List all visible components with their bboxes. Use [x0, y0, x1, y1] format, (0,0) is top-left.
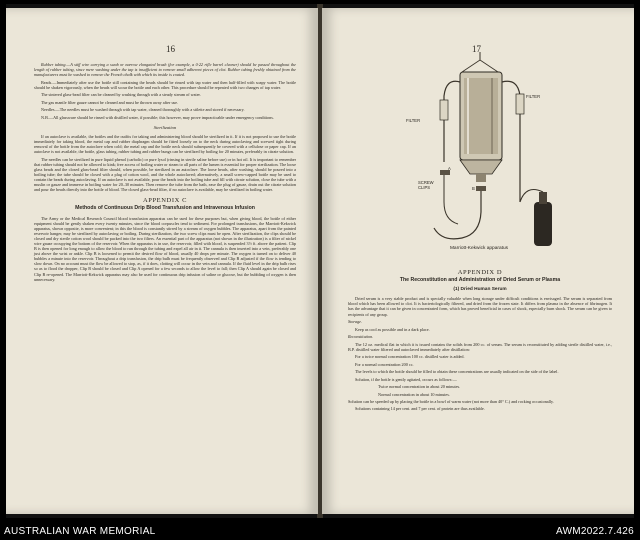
sintered-filter-paragraph: The sintered glass-bead filter can be cleaned by washing through with a steady stream of water. — [41, 92, 201, 98]
left-page — [6, 8, 318, 514]
page-number-right: 17 — [472, 44, 481, 54]
illustration-caption: Marriott-Kekwick apparatus — [449, 246, 509, 251]
appendix-c-paragraph: The Army or the Medical Research Council blood transfusion apparatus can be used for these purposes but, when giving blood, the bottle of either equipment should be gently shaken every twenty minutes, since the blood corpuscles tend to sediment. For prolonged transfusions, the Marriott-Kekwick apparatus, shown opposite, is more convenient; in this the blood is constantly stirred by a stream of oxygen bubbles. The apparatus, apart from the painted reservoir hanger, may be sterilized by autoclaving or boiling. During sterilization, the two screw clips must be open. After sterilization, the clips should be closed and dry sterile cotton wool should be packed into the two filters. An essential part of the apparatus (not shown in the illustration) is a filter of nickel wire gauze occupying the bottom of the reservoir. When the apparatus is in use, the reservoir, filled with blood, is suspended 3½ ft. above the patient. Clip B is then opened for long enough to allow the blood to run through the tubing and expel all air in it. The cannula is then inserted into a vein, preferably one just above the wrist or ankle. Clip B is loosened to permit the desired flow of blood, usually 40 drops per minute. The oxygen is turned on to deliver 40 bubbles a minute into the reservoir. Throughout a drip transfusion, the drip bulb must be frequently observed and Clip B adjusted if the flow is tending to slow down. On no account must the flow be allowed to stop, as, if it does, clotting will occur in the vein and cannula. If the fluid level in the drip bulb rises so as to flood the dropper, Clip B should be closed and Clip A opened for a few seconds to allow the level to fall; then Clip A should again be closed and Clip B re-opened. The Marriott-Kekwick apparatus may also be used for continuous drip infusion of saline or glucose, but the bubbling of oxygen is then unnecessary. — [34, 215, 296, 282]
twice-normal-line: For a twice normal concentration 100 cc. distilled water is added. — [355, 354, 465, 360]
storage-label: Storage. — [348, 319, 363, 325]
needles-paragraph: Needles.—The needles must be washed through with tap water, cleaned thoroughly with a stilette and stored if necessary. — [41, 107, 245, 113]
reconstitution-paragraph: The 12 oz. medical flat in which it is issued contains the solids from 200 cc. of serum. The serum is reconstituted by adding sterile distilled water, i.e., B.P. distilled water filtered and autoclaved immediately after distillation: — [348, 341, 612, 352]
gauze-paragraph: The gas mantle filter gauze cannot be cleaned and must be thrown away after use. — [41, 99, 179, 105]
dried-serum-section-title: (1) Dried Human Serum — [453, 287, 507, 293]
footer-institution: AUSTRALIAN WAR MEMORIAL — [4, 526, 156, 537]
clip-b-label: B — [472, 186, 475, 191]
clip-a-label: A — [448, 166, 451, 171]
dried-serum-intro: Dried serum is a very stable product and is specially valuable when long storage under difficult conditions is envisaged. The serum is separated from blood which has been allowed to clot. It is bacteriologically filtered, and dried from the frozen state. It differs from plasma in the absence of fibrinogen. It has the advantage that it can be given in concentrated form, which has proved beneficial in cases of shock, especially burn shock. The serum can be given to recipients of any group. — [348, 296, 612, 317]
sterilization-paragraph-1: If an autoclave is available, the bottles and the outfits for taking and administering blood should be sterilized in it. If it is not proposed to use the bottle immediately for taking blood, the metal cap and rubber diaphragm should be fitted loosely on to the neck during autoclaving and screwed tight during removal of the bottle from the autoclave when cold; the metal cap and the bottle neck should subsequently be covered with a cellulose or paper cap. If an autoclave is not available, the bottle, glass tubing, rubber tubing and rubber bungs can be sterilized by boiling for 20 minutes, preferably in citrate solution. — [34, 133, 296, 155]
appendix-d-heading: APPENDIX D — [457, 269, 503, 276]
beads-paragraph: Beads.—Immediately after use the bottle still containing the beads should be rinsed with tap water and then half-filled with soapy water. The bottle should be shaken vigorously, when the beads will scour the bottle and each other. This procedure should be repeated with two changes of tap water. — [34, 79, 296, 90]
nb-paragraph: N.B.—All glassware should be rinsed with distilled water, if possible; this however, may prove impracticable under emergency conditions. — [41, 114, 274, 120]
sterilization-paragraph-2: The needles can be sterilized in pure liquid phenol (carbolic) or pure lysol (rinsing in sterile saline before use) or in hot oil. It is important to remember that rubber tubing should not be allowed to kink; free access of boiling water or steam to all parts of the lumen is essential for proper sterilization. The loose glass beads and the closed glass-bead filter should, when possible, be sterilized in an autoclave. The loose beads, after washing, should be poured into a boiling tube; the tube should be closed with a plug of cotton wool, and the whole autoclaved; alternatively, a small screw-capped bottle may be used to contain the beads during autoclaving. If an autoclave is not available, pour the beads into the boiling tube and fill with citrate solution, close the tube with a muslin or gauze and immerse in boiling water for 20–30 minutes. Then remove the tube from the bath, ease the plug of gauze, drain out the citrate solution and pour the beads directly into the bottle of blood. The closed glass-bead filter, if no autoclave is available, may be sterilized in boiling water. — [34, 156, 296, 193]
footer-accession-number: AWM2022.7.426 — [555, 526, 634, 537]
appendix-c-heading: APPENDIX C — [142, 197, 188, 205]
left-page-text — [34, 62, 296, 284]
speedup-paragraph: Solution can be speeded up by placing the bottle in a bowl of warm water (not more than 40° C.) and rocking occasionally. — [348, 398, 554, 404]
appendix-c-title: Methods of Continuous Drip Blood Transfusion and Intravenous Infusion — [75, 205, 255, 212]
solution-intro: Solution, if the bottle is gently agitated, occurs as follows:— — [355, 376, 457, 382]
levels-paragraph: The levels to which the bottle should be filled to obtain these concentrations are usually indicated on the side of the label. — [355, 369, 559, 375]
reconstitution-label: Reconstitution. — [348, 334, 374, 340]
page-number-left: 16 — [166, 44, 175, 54]
protein-paragraph: Solutions containing 14 per cent. and 7 per cent. of protein are thus available. — [355, 406, 485, 412]
marriott-kekwick-apparatus-illustration — [362, 52, 602, 248]
filter-label-right: FILTER — [526, 94, 541, 99]
open-book — [6, 4, 634, 518]
solution-normal: Normal concentration in about 10 minutes. — [378, 391, 450, 397]
right-page — [322, 8, 634, 514]
screw-clips-label: SCREW CLIPS — [418, 180, 434, 190]
rubber-tubing-paragraph: Rubber tubing.—A stiff wire carrying a swab or narrow elongated brush (for example, a 0·22 rifle barrel cleaner) should be passed throughout the length of rubber tubing, since mere washing under the tap is insufficient to remove small adherent pieces of clot. Rubber tubing freshly obtained from the manufacturers must be washed to remove the French chalk with which its inside is coated. — [34, 62, 296, 78]
normal-line: For a normal concentration 200 cc. — [355, 361, 414, 367]
solution-twice-normal: Twice normal concentration in about 20 minutes. — [378, 384, 461, 390]
filter-label-left: FILTER — [406, 118, 421, 123]
sterilization-heading: Sterilization — [153, 124, 177, 130]
appendix-d-title: The Reconstitution and Administration of Dried Serum or Plasma — [399, 277, 561, 284]
storage-text: Keep as cool as possible and in a dark place. — [355, 326, 430, 332]
right-page-text — [348, 264, 612, 414]
